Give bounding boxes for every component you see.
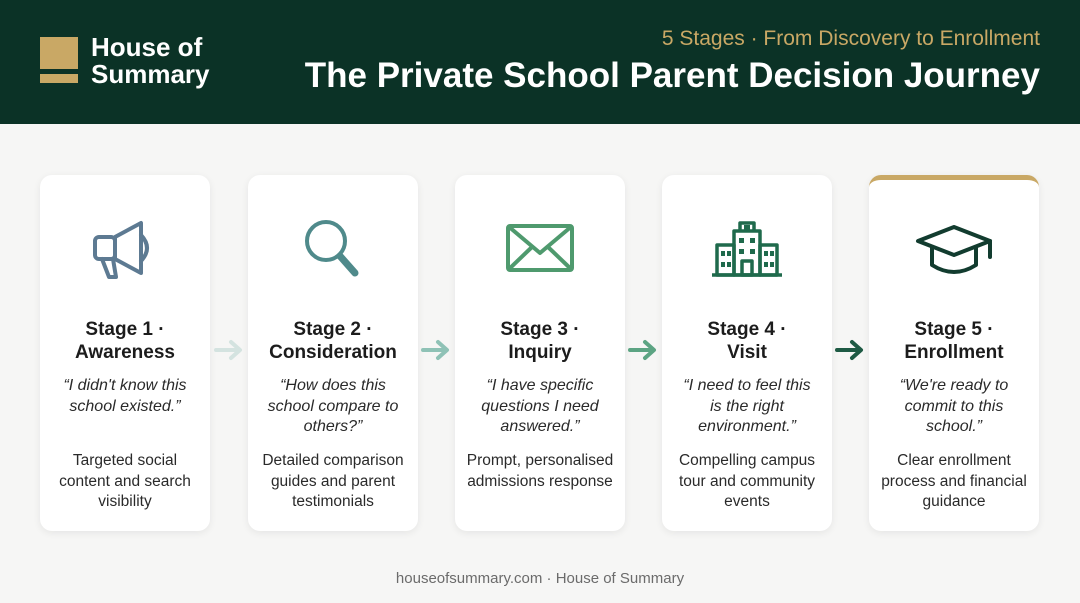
stage-description: Compelling campus tour and community events (678, 452, 816, 510)
page-title: The Private School Parent Decision Journey (304, 56, 1040, 95)
header-subtitle: 5 Stages · From Discovery to Enrollment (661, 27, 1040, 50)
stage-card-enrollment (869, 175, 1039, 531)
header-banner (0, 0, 1080, 124)
arrow-right-icon (214, 339, 244, 361)
stage-description: Detailed comparison guides and parent testimonials (262, 452, 404, 510)
arrow-right-icon (421, 339, 451, 361)
stage-card-consideration (248, 175, 418, 531)
stage-description: Targeted social content and search visibility (59, 452, 191, 510)
logo-text (91, 34, 251, 88)
stage-card-visit (662, 175, 832, 531)
arrow-right-icon (628, 339, 658, 361)
school-building-icon (707, 213, 787, 283)
stage-quote: “I have specific questions I need answered.” (481, 377, 599, 435)
logo-line-1: House of (91, 32, 203, 62)
stage-title: Stage 5 · Enrollment (904, 319, 1004, 363)
stage-quote: “I didn't know this school existed.” (63, 377, 187, 415)
graduation-cap-icon (914, 213, 994, 283)
magnifier-icon (293, 213, 373, 283)
stage-quote: “How does this school compare to others?” (267, 377, 399, 435)
stage-card-awareness (40, 175, 210, 531)
logo-mark (40, 37, 78, 83)
footer-credit: houseofsummary.com · House of Summary (395, 570, 685, 587)
stage-title: Stage 3 · Inquiry (500, 319, 580, 363)
stage-description: Prompt, personalised admissions response (466, 452, 614, 490)
logo-line-2: Summary (91, 59, 210, 89)
stage-description: Clear enrollment process and financial guidance (881, 452, 1027, 510)
stage-title: Stage 1 · Awareness (75, 319, 175, 363)
stage-card-inquiry (455, 175, 625, 531)
stage-title: Stage 4 · Visit (707, 319, 787, 363)
stage-quote: “We're ready to commit to this school.” (899, 377, 1009, 435)
arrow-right-icon (835, 339, 865, 361)
stage-title: Stage 2 · Consideration (269, 319, 397, 363)
megaphone-icon (85, 213, 165, 283)
envelope-icon (500, 213, 580, 283)
stage-quote: “I need to feel this is the right environment.” (683, 377, 811, 435)
